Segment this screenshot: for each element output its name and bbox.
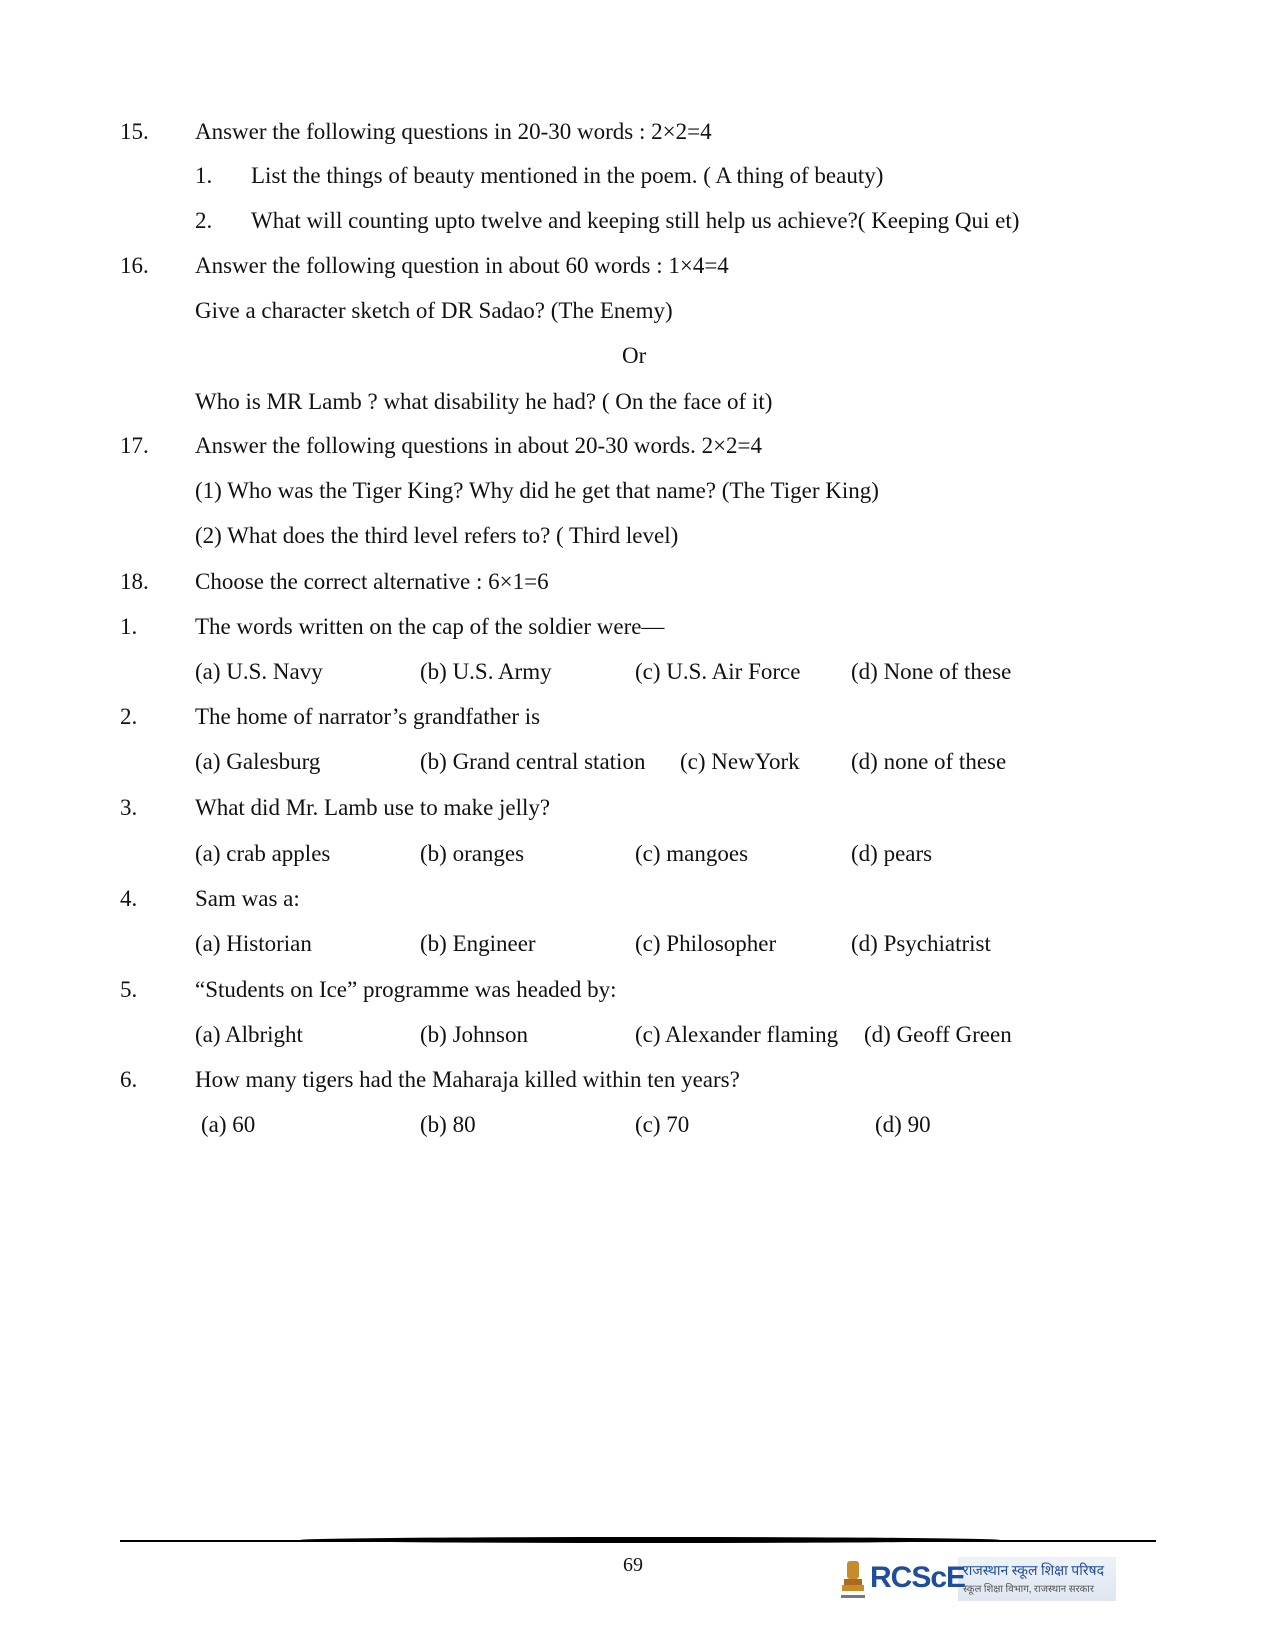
q15-item-1-text: List the things of beauty mentioned in the poem. ( A thing of beauty) — [251, 163, 884, 188]
q16-option-b: Who is MR Lamb ? what disability he had? ( On the face of it) — [195, 389, 773, 414]
mcq-6-text: How many tigers had the Maharaja killed within ten years? — [195, 1067, 740, 1092]
q18-prompt: Choose the correct alternative : 6×1=6 — [195, 569, 549, 594]
q16-number: 16. — [120, 253, 149, 278]
mcq-6-number: 6. — [120, 1067, 138, 1092]
logo-hindi-title: राजस्थान स्कूल शिक्षा परिषद — [963, 1564, 1105, 1579]
q15-prompt: Answer the following questions in 20-30 words : 2×2=4 — [195, 119, 712, 144]
page-number: 69 — [623, 1554, 643, 1576]
q15-number: 15. — [120, 119, 149, 144]
mcq-6-option-c: (c) 70 — [635, 1112, 690, 1137]
mcq-6-option-a: (a) 60 — [201, 1112, 256, 1137]
q16-or: Or — [622, 343, 647, 368]
mcq-5-option-d: (d) Geoff Green — [864, 1022, 1012, 1047]
mcq-3-option-a: (a) crab apples — [195, 841, 331, 866]
mcq-2-option-d: (d) none of these — [851, 749, 1007, 774]
mcq-1-option-c: (c) U.S. Air Force — [635, 659, 801, 684]
mcq-4-number: 4. — [120, 886, 138, 911]
logo-hindi-subtitle: स्कूल शिक्षा विभाग, राजस्थान सरकार — [963, 1584, 1094, 1595]
mcq-4-option-c: (c) Philosopher — [635, 931, 777, 956]
mcq-4-text: Sam was a: — [195, 886, 300, 911]
mcq-4-option-a: (a) Historian — [195, 931, 312, 956]
logo-text: RCScE — [870, 1561, 966, 1594]
q16-option-a: Give a character sketch of DR Sadao? (The Enemy) — [195, 298, 673, 323]
q17-prompt: Answer the following questions in about 20-30 words. 2×2=4 — [195, 433, 763, 458]
mcq-2-number: 2. — [120, 704, 138, 729]
mcq-3-number: 3. — [120, 795, 138, 820]
mcq-1-option-b: (b) U.S. Army — [420, 659, 552, 684]
mcq-3-option-c: (c) mangoes — [635, 841, 749, 866]
mcq-4-option-d: (d) Psychiatrist — [851, 931, 991, 956]
mcq-3-option-d: (d) pears — [851, 841, 933, 866]
q17-item-2: (2) What does the third level refers to? ( Third level) — [195, 523, 679, 548]
emblem-icon — [838, 1557, 868, 1603]
q15-item-1-number: 1. — [195, 163, 213, 188]
mcq-1-option-a: (a) U.S. Navy — [195, 659, 323, 684]
q17-item-1: (1) Who was the Tiger King? Why did he get that name? (The Tiger King) — [195, 478, 879, 503]
mcq-2-option-b: (b) Grand central station — [420, 749, 646, 774]
q17-number: 17. — [120, 433, 149, 458]
q18-number: 18. — [120, 569, 149, 594]
q15-item-2-number: 2. — [195, 208, 213, 233]
mcq-2-option-a: (a) Galesburg — [195, 749, 321, 774]
q16-prompt: Answer the following question in about 60 words : 1×4=4 — [195, 253, 729, 278]
mcq-3-option-b: (b) oranges — [420, 841, 525, 866]
mcq-6-option-b: (b) 80 — [420, 1112, 476, 1137]
mcq-1-option-d: (d) None of these — [851, 659, 1012, 684]
q15-item-2-text: What will counting upto twelve and keeping still help us achieve?( Keeping Qui et) — [251, 208, 1020, 233]
mcq-5-option-b: (b) Johnson — [420, 1022, 528, 1047]
mcq-2-text: The home of narrator’s grandfather is — [195, 704, 541, 729]
mcq-4-option-b: (b) Engineer — [420, 931, 536, 956]
mcq-5-option-c: (c) Alexander flaming — [635, 1022, 839, 1047]
mcq-6-option-d: (d) 90 — [875, 1112, 931, 1137]
mcq-3-text: What did Mr. Lamb use to make jelly? — [195, 795, 551, 820]
mcq-1-text: The words written on the cap of the soldier were— — [195, 614, 665, 639]
mcq-1-number: 1. — [120, 614, 138, 639]
mcq-5-number: 5. — [120, 977, 138, 1002]
footer-rule-accent — [300, 1537, 1000, 1543]
mcq-5-option-a: (a) Albright — [195, 1022, 303, 1047]
rcsce-logo — [838, 1557, 1118, 1603]
mcq-2-option-c: (c) NewYork — [680, 749, 800, 774]
mcq-5-text: “Students on Ice” programme was headed by: — [195, 977, 617, 1002]
